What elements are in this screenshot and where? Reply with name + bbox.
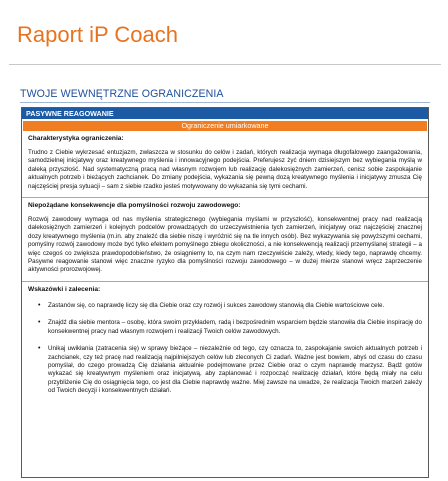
tip-text: Znajdź dla siebie mentora – osobę, która swoim przykładem, radą i bezpośrednim wsparciem będzie stanowiła dla Ciebie inspirację do konsekwentnej pracy nad własnym rozwojem i realizacji Twoich celów zawodowych. bbox=[48, 319, 422, 335]
consequences-heading: Niepożądane konsekwencje dla pomyślności rozwoju zawodowego: bbox=[28, 202, 241, 210]
bullet-icon: • bbox=[38, 345, 41, 353]
panel-heading: PASYWNE REAGOWANIE bbox=[22, 108, 428, 119]
section-divider bbox=[22, 197, 428, 198]
tip-item bbox=[28, 345, 422, 395]
characteristic-heading: Charakterystyka ograniczenia: bbox=[28, 135, 124, 142]
tips-heading: Wskazówki i zalecenia: bbox=[28, 285, 101, 293]
tip-text: Unikaj uwikłania (zatracenia się) w sprawy bieżące – niezależnie od tego, czy oznacza to, zaspokajanie swoich aktualnych potrzeb i zachcianek, czy też pracę nad realizacją najpilniejszych celów lub zleconych Ci zadań. Ważne jest bowiem, abyś od czasu do czasu pomyślał, do czego prowadzą Cię działania aktualnie podejmowane przez Ciebie oraz o czym naprawdę marzysz. Bądź gotów wykazać się kreatywnym myśleniem oraz inicjatywą, aby zaplanować i rozpocząć realizację działań, które będą miały na celu przybliżenie Cię do osiągnięcia tego, co jest dla Ciebie naprawdę ważne. Miej zawsze na uwadze, że realizacja Twoich marzeń zależy od Twoich decyzji i konsekwentnych działań. bbox=[48, 345, 422, 395]
consequences-text: Rozwój zawodowy wymaga od nas myślenia strategicznego (wybiegania myślami w przyszłość), konsekwentnej pracy nad realizacją dalekosiężnych zamierzeń i kolejnych podcelów prowadzących do urzeczywistnienia tych zamierzeń, inicjatywy oraz najczęściej znacznej dozy kreatywnego myślenia (m.in. aby znaleźć dla siebie niszę i wyróżnić się na tle innych osób). Bez wykazywania się powyższymi cechami, pomyślny rozwój zawodowy może być tylko efektem pomyślnego zbiegu okoliczności, a nie konsekwencją realizacji przemyślanej strategii – a więc czegoś co zwiększa prawdopodobieństwo, że osiągniemy to, na czym nam rzeczywiście zależy, wtedy, kiedy tego, naprawdę chcemy. Pasywne reagowanie stanowi więc znaczne ryzyko dla pomyślności rozwoju zawodowego – w dużej mierze stanowi wręcz zaprzeczenie aktywności prorozwojowej. bbox=[28, 216, 422, 274]
panel-content bbox=[22, 134, 428, 396]
tip-item bbox=[28, 302, 422, 310]
tip-item bbox=[28, 319, 422, 336]
title-divider bbox=[9, 64, 441, 65]
limitation-level-badge: Ograniczenie umiarkowane bbox=[23, 121, 427, 131]
bullet-icon: • bbox=[38, 301, 41, 309]
characteristic-text: Trudno z Ciebie wykrzesać entuzjazm, zwłaszcza w stosunku do celów i zadań, których realizacja wymaga długofalowego zaangażowania, samodzielnej inicjatywy oraz kreatywnego myślenia i innowacyjnego podejścia. Preferujesz żyć dniem dzisiejszym bez wybiegania myślą w daleką przyszłość. Nad systematyczną pracą nad własnym rozwojem lub realizację dalekosiężnych zamierzeń, cenisz sobie zaspokajanie aktualnych potrzeb i bieżących zachcianek. Do zmiany podejścia, wykazania się pewną dozą kreatywnego myślenia i inicjatywy zmusza Cię najczęściej presja sytuacji – sam z siebie rzadko jesteś motywowany do wykazania się tymi cechami. bbox=[28, 149, 422, 190]
tip-text: Zastanów się, co naprawdę liczy się dla Ciebie oraz czy rozwój i sukces zawodowy stanowią dla Ciebie wartościowe cele. bbox=[48, 301, 385, 309]
limitation-panel bbox=[21, 107, 429, 478]
section-divider bbox=[22, 281, 428, 282]
report-title: Raport iP Coach bbox=[17, 22, 179, 47]
bullet-icon: • bbox=[38, 319, 41, 327]
section-title: TWOJE WEWNĘTRZNE OGRANICZENIA bbox=[20, 88, 430, 103]
